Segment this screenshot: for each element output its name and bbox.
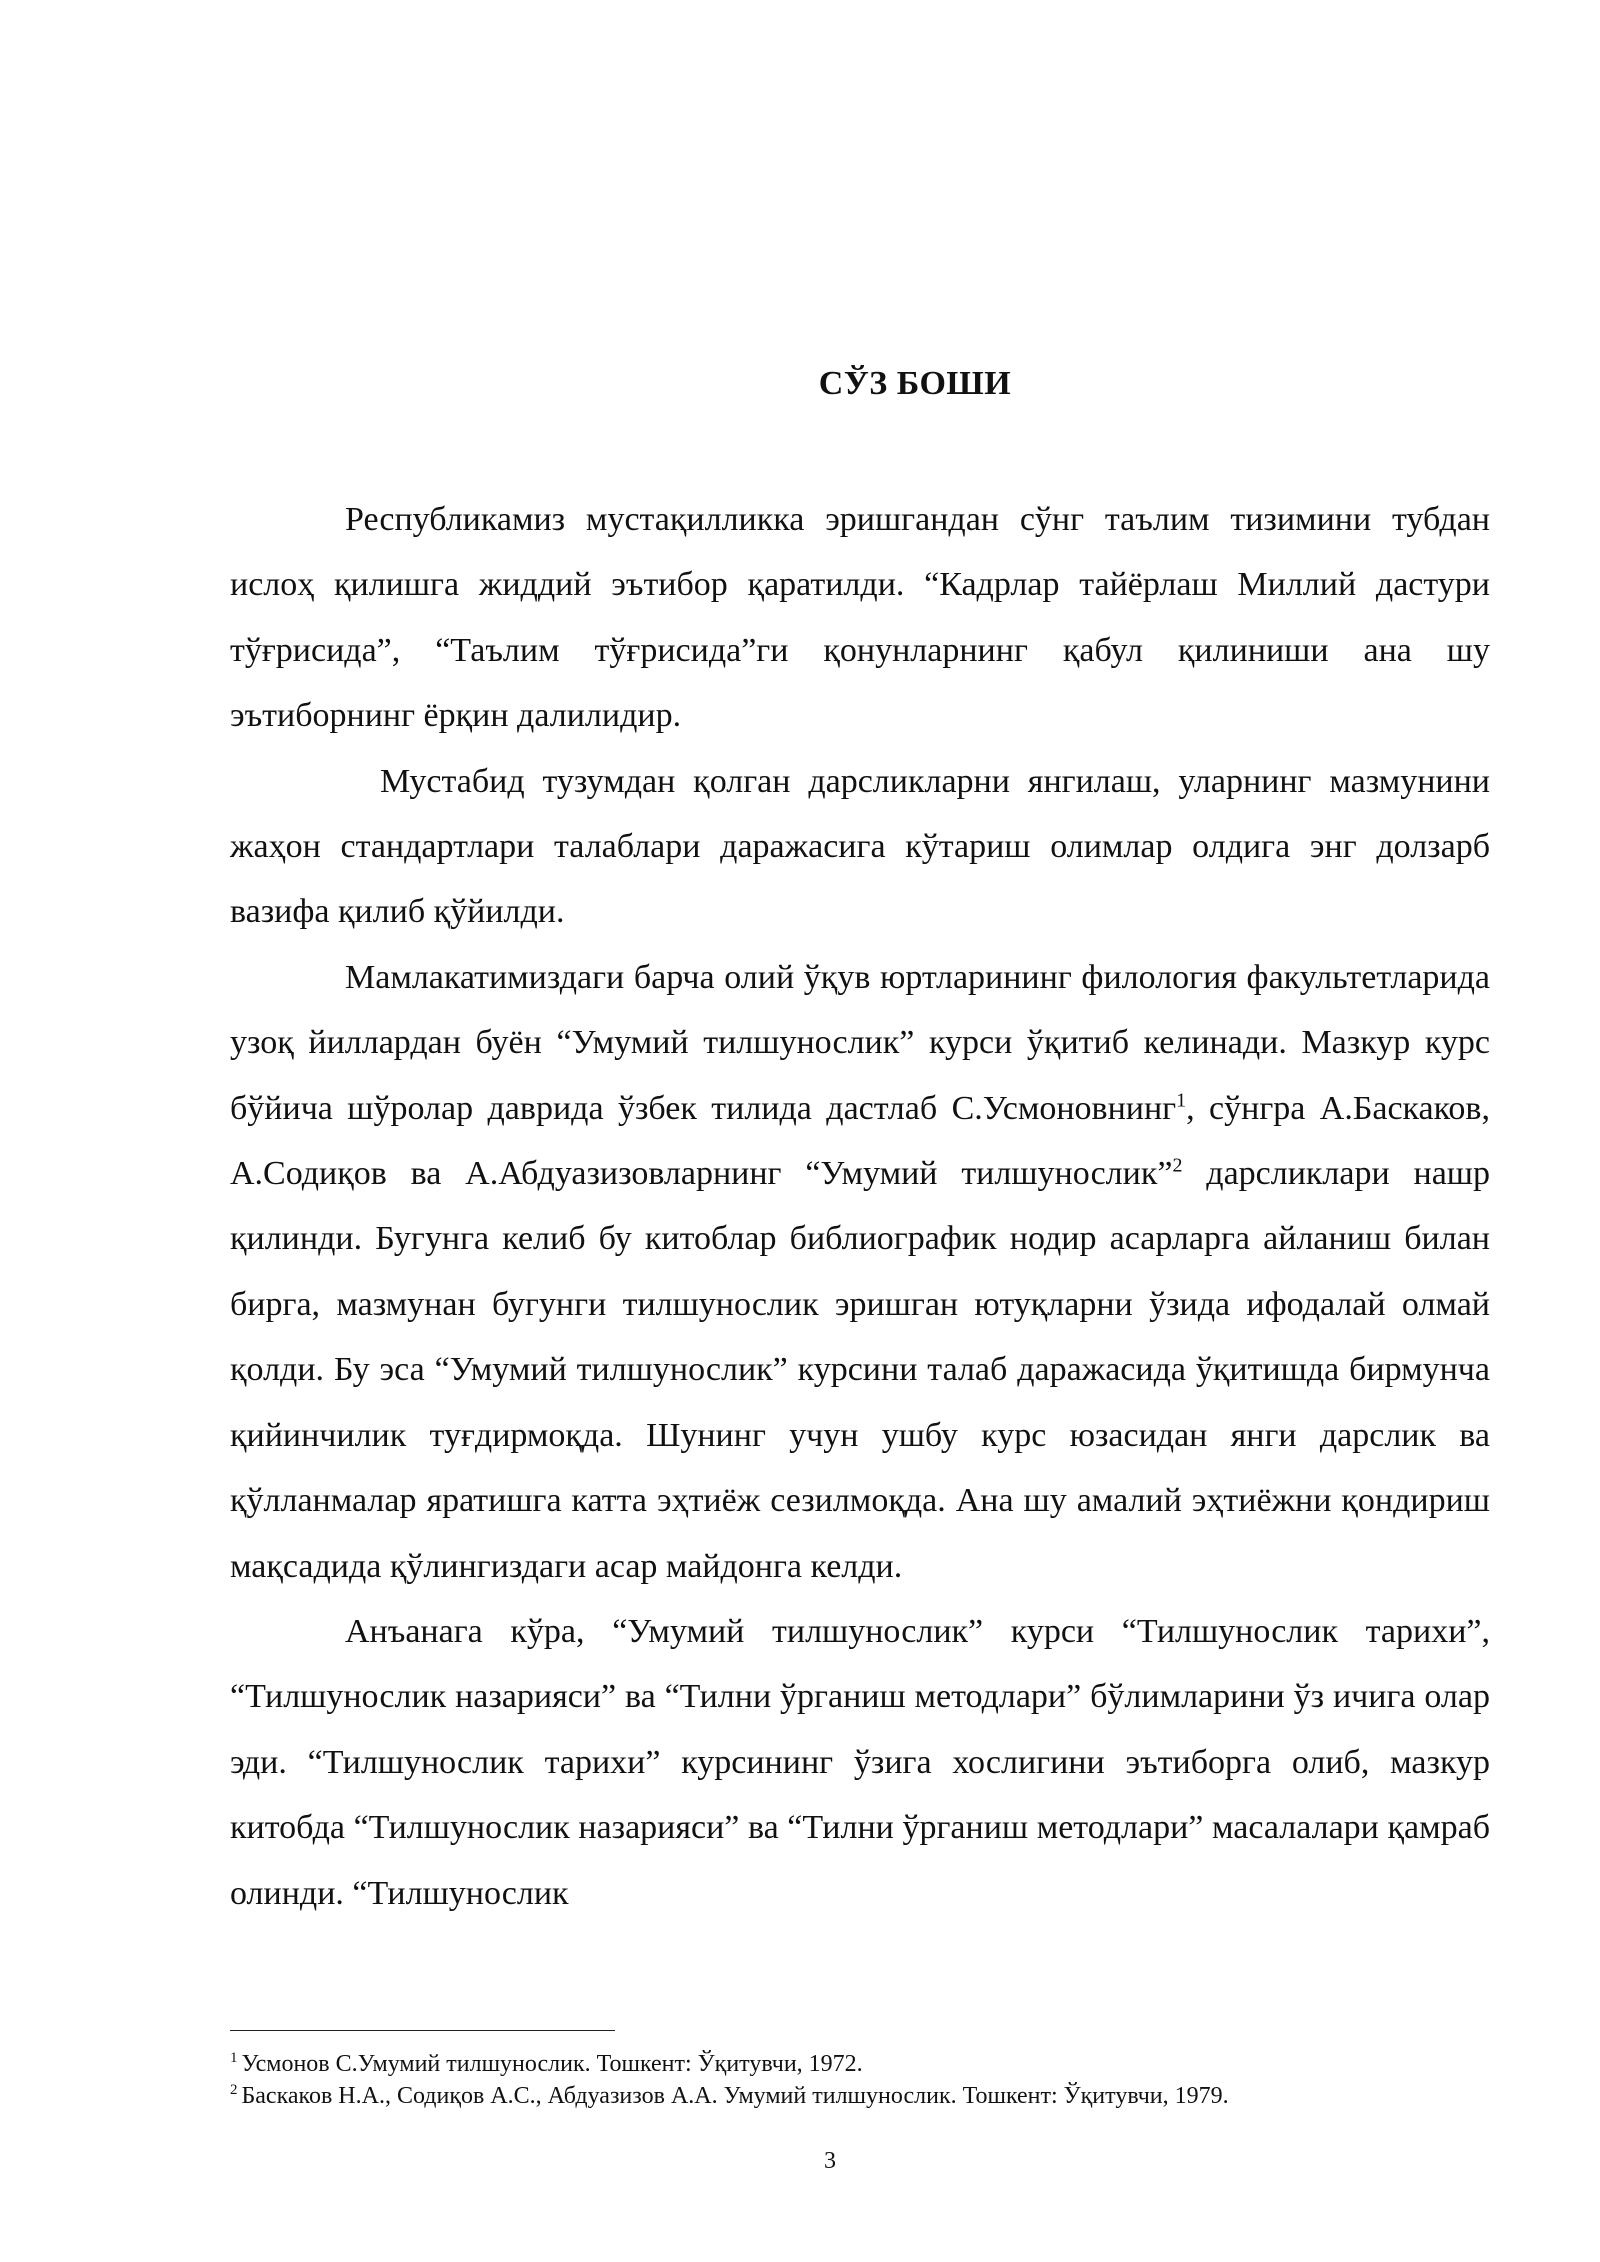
paragraph-3-text-a: Мамлакатимиздаги барча олий ўқув юртларининг филология факультетларида узоқ йиллардан буён “Умумий тилшунослик” курси ўқитиб келинади. Мазкур курс бўйича шўролар даврида ўзбек тилида дастлаб С.Усмоновнинг <box>230 958 1490 1127</box>
paragraph-3-text-b: , сўнгра А.Баскаков, А.Содиқов ва А.Абдуазизовларнинг “Умумий тилшунослик” <box>230 1089 1490 1193</box>
footnote-2-text: Баскаков Н.А., Содиқов А.С., Абдуазизов А.А. Умумий тилшунослик. Тошкент: Ўқитувчи, 1979. <box>241 2083 1229 2109</box>
footnote-1 <box>230 2048 1490 2080</box>
footnote-ref-2: 2 <box>1172 1154 1183 1177</box>
paragraph-3 <box>230 945 1490 1599</box>
paragraph-1: Республикамиз мустақилликка эришгандан сўнг таълим тизимини тубдан ислоҳ қилишга жиддий эътибор қаратилди. “Кадрлар тайёрлаш Миллий дастури тўғрисида”, “Таълим тўғрисида”ги қонунларнинг қабул қилиниши ана шу эътиборнинг ёрқин далилидир. <box>230 501 1490 735</box>
footnote-1-text: Усмонов С.Умумий тилшунослик. Тошкент: Ўқитувчи, 1972. <box>241 2051 863 2077</box>
paragraph-4: Анъанага кўра, “Умумий тилшунослик” курси “Тилшунослик тарихи”, “Тилшунослик назарияси” ва “Тилни ўрганиш методлари” бўлимларини ўз ичига олар эди. “Тилшунослик тарихи” курсининг ўзига хослигини эътиборга олиб, мазкур китобда “Тилшунослик назарияси” ва “Тилни ўрганиш методлари” масалалари қамраб олинди. “Тилшунослик <box>230 1612 1490 1912</box>
body-text <box>230 487 1490 1926</box>
footnotes <box>230 2048 1490 2112</box>
footnote-2-mark: 2 <box>230 2082 238 2098</box>
paragraph-3-text-c: дарсликлари нашр қилинди. Бугунга келиб бу китоблар библиографик нодир асарларга айланиш билан бирга, мазмунан бугунги тилшунослик эришган ютуқларни ўзида ифодалай олмай қолди. Бу эса “Умумий тилшунослик” курсини талаб даражасида ўқитишда бирмунча қийинчилик туғдирмоқда. Шунинг учун ушбу курс юзасидан янги дарслик ва қўлланмалар яратишга катта эҳтиёж сезилмоқда. Ана шу амалий эҳтиёжни қондириш мақсадида қўлингиздаги асар майдонга келди. <box>230 1155 1490 1585</box>
footnote-separator <box>230 2030 615 2031</box>
footnote-ref-1: 1 <box>1176 1089 1187 1112</box>
page-title: СЎЗ БОШИ <box>818 365 1012 402</box>
footnote-1-mark: 1 <box>230 2050 238 2066</box>
page-number: 3 <box>824 2148 836 2174</box>
paragraph-2: Мустабид тузумдан қолган дарсликларни янгилаш, уларнинг мазмунини жаҳон стандартлари талаблари даражасига кўтариш олимлар олдига энг долзарб вазифа қилиб қўйилди. <box>230 762 1490 931</box>
footnote-2 <box>230 2080 1490 2112</box>
